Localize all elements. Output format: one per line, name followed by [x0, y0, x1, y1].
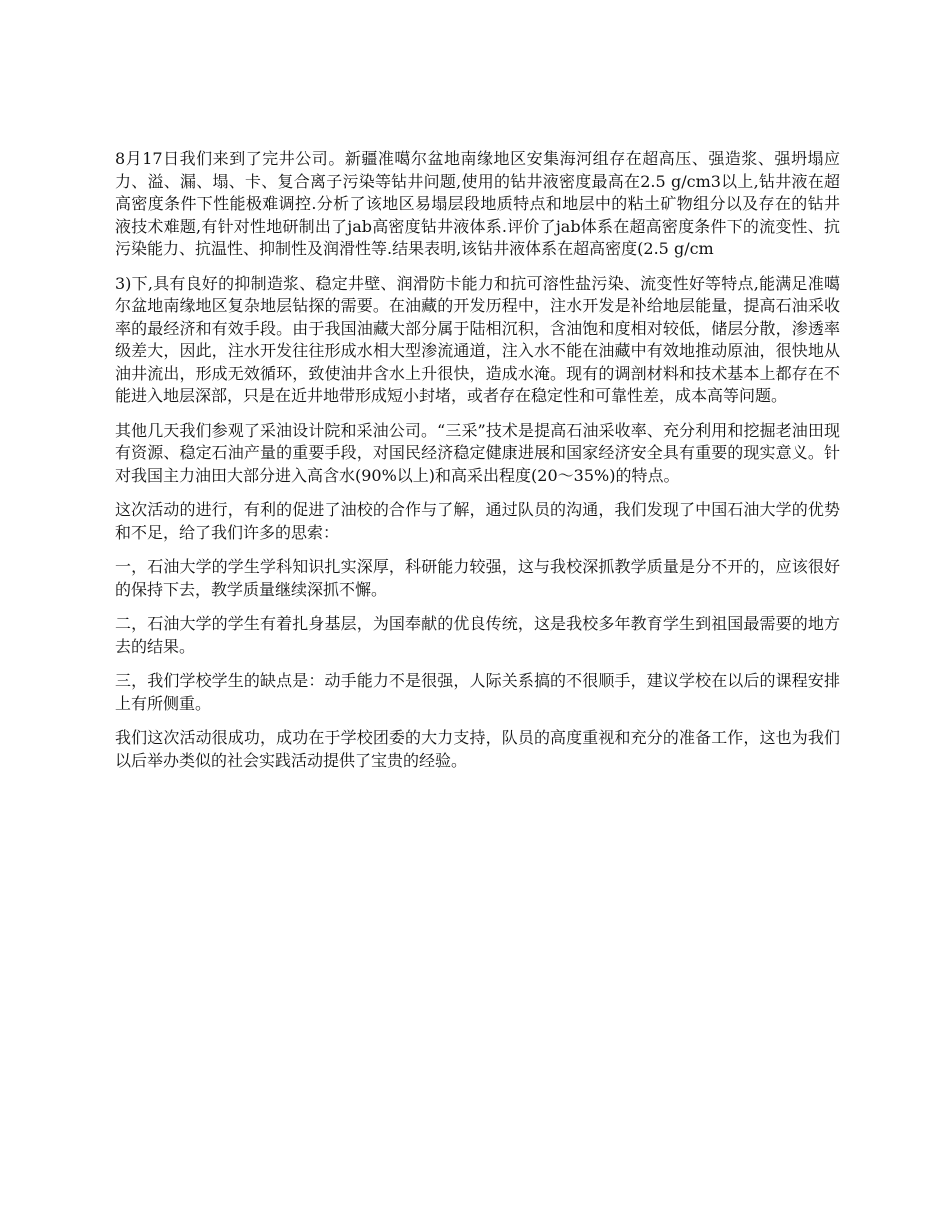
paragraph-8: 我们这次活动很成功，成功在于学校团委的大力支持，队员的高度重视和充分的准备工作，这也为我们以后举办类似的社会实践活动提供了宝贵的经验。: [115, 728, 840, 770]
paragraph-7: 三，我们学校学生的缺点是：动手能力不是很强，人际关系搞的不很顺手，建议学校在以后的课程安排上有所侧重。: [115, 671, 840, 713]
document-body: [115, 148, 840, 784]
paragraph-2: 3)下,具有良好的抑制造浆、稳定井壁、润滑防卡能力和抗可溶性盐污染、流变性好等特点,能满足准噶尔盆地南缘地区复杂地层钻探的需要。在油藏的开发历程中，注水开发是补给地层能量，提高石油采收率的最经济和有效手段。由于我国油藏大部分属于陆相沉积，含油饱和度相对较低，储层分散，渗透率级差大，因此，注水开发往往形成水相大型渗流通道，注入水不能在油藏中有效地推动原油，很快地从油井流出，形成无效循环，致使油井含水上升很快，造成水淹。现有的调剖材料和技术基本上都存在不能进入地层深部，只是在近井地带形成短小封堵，或者存在稳定性和可靠性差，成本高等问题。: [115, 273, 840, 405]
paragraph-6: 二，石油大学的学生有着扎身基层，为国奉献的优良传统，这是我校多年教育学生到祖国最需要的地方去的结果。: [115, 614, 840, 656]
paragraph-4: 这次活动的进行，有利的促进了油校的合作与了解，通过队员的沟通，我们发现了中国石油大学的优势和不足，给了我们许多的思索：: [115, 500, 840, 542]
paragraph-1: 8月17日我们来到了完井公司。新疆准噶尔盆地南缘地区安集海河组存在超高压、强造浆、强坍塌应力、溢、漏、塌、卡、复合离子污染等钻井问题,使用的钻井液密度最高在2.5 g/cm3以上,钻井液在超高密度条件下性能极难调控.分析了该地区易塌层段地质特点和地层中的粘土矿物组分以及存在的钻井液技术难题,有针对性地研制出了jab高密度钻井液体系.评价了jab体系在超高密度条件下的流变性、抗污染能力、抗温性、抑制性及润滑性等.结果表明,该钻井液体系在超高密度(2.5 g/cm: [115, 149, 840, 258]
paragraph-5: 一，石油大学的学生学科知识扎实深厚，科研能力较强，这与我校深抓教学质量是分不开的，应该很好的保持下去，教学质量继续深抓不懈。: [115, 557, 840, 599]
paragraph-3: 其他几天我们参观了采油设计院和采油公司。“三采”技术是提高石油采收率、充分利用和挖掘老油田现有资源、稳定石油产量的重要手段，对国民经济稳定健康进展和国家经济安全具有重要的现实意义。针对我国主力油田大部分进入高含水(90%以上)和高采出程度(20～35%)的特点。: [115, 420, 840, 485]
